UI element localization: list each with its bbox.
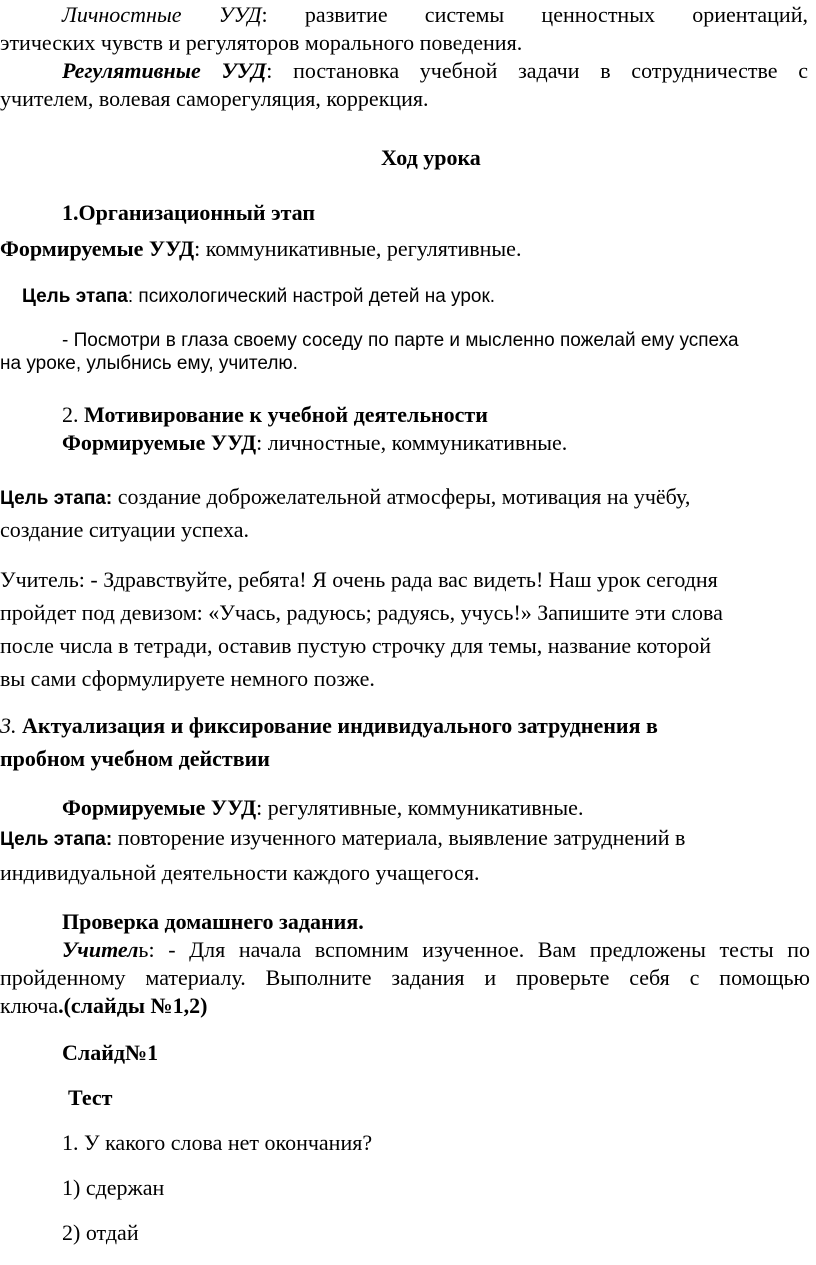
lesson-title [381,145,816,170]
test-option-2 [62,1220,816,1245]
para-personal-uud [0,2,816,27]
para-personal-uud-cont [0,30,816,55]
homework-line-3 [0,993,816,1018]
section2-uud-text: : личностные, коммуникативные. [256,430,568,455]
section1-heading-text: 1.Организационный этап [62,200,316,225]
section2-teacher-text-3: после числа в тетради, оставив пустую строчку для темы, название которой [0,633,712,658]
section2-goal-1 [0,484,816,510]
section2-number: 2. [62,402,84,427]
section1-instruction-1 [62,330,816,352]
homework-line-1 [0,937,816,962]
homework-teacher-label: Учител [62,937,139,962]
section1-heading [62,200,816,225]
test-question [62,1130,816,1155]
section3-goal-label: Цель этапа: [0,829,113,850]
test-question-text: 1. У какого слова нет окончания? [62,1130,373,1155]
homework-heading-text: Проверка домашнего задания. [62,909,364,934]
section3-heading-2 [0,746,816,771]
section2-heading [62,402,816,427]
section3-heading-text-1: Актуализация и фиксирование индивидуального затруднения в [22,713,658,738]
lesson-title-text: Ход урока [381,145,481,170]
section3-heading-text-2: пробном учебном действии [0,746,270,771]
section2-goal-2 [0,517,816,542]
section2-goal-text-2: создание ситуации успеха. [0,517,249,542]
homework-slides-ref: .(слайды №1,2) [58,993,208,1018]
test-label-text: Тест [68,1085,113,1110]
section2-teacher-4 [0,666,816,691]
section3-goal-text-1: повторение изученного материала, выявление затруднений в [112,825,686,850]
section2-teacher-text-1: Учитель: - Здравствуйте, ребята! Я очень рада вас видеть! Наш урок сегодня [0,567,718,592]
section1-uud [0,236,816,261]
section2-heading-text: Мотивирование к учебной деятельности [84,402,488,427]
section3-uud-text: : регулятивные, коммуникативные. [256,795,584,820]
section1-instruction-2 [0,353,816,375]
homework-teacher-tail: ь [138,937,149,962]
para-regulative-uud-cont [0,86,816,111]
section1-uud-label: Формируемые УУД [0,236,195,261]
personal-uud-label: Личностные УУД [62,2,262,27]
section1-goal [22,286,816,308]
section3-goal-text-2: индивидуальной деятельности каждого учащегося. [0,860,480,885]
homework-heading [62,909,816,934]
slide-label [62,1040,816,1065]
section3-heading-1 [0,713,816,738]
section1-instruction-text-1: - Посмотри в глаза своему соседу по парте и мысленно пожелай ему успеха [62,330,739,351]
personal-uud-text: : развитие системы ценностных ориентаций, [261,2,808,27]
section2-teacher-text-4: вы сами сформулируете немного позже. [0,666,375,691]
homework-line-2 [0,965,816,990]
regulative-uud-label: Регулятивные УУД [62,58,267,83]
section2-uud-label: Формируемые УУД [62,430,257,455]
section1-goal-text: : психологический настрой детей на урок. [127,286,496,307]
section2-teacher-2 [0,600,816,625]
section1-instruction-text-2: на уроке, улыбнись ему, учителю. [0,353,298,374]
section3-number: 3. [0,713,22,738]
section2-teacher-1 [0,567,816,592]
section3-goal-2 [0,860,816,885]
personal-uud-cont: этических чувств и регуляторов морального поведения. [0,30,523,55]
homework-text-1: : - Для начала вспомним изученное. Вам предложены тесты по [148,937,810,962]
test-option-text-2: 2) отдай [62,1220,139,1245]
section3-goal-1 [0,825,816,851]
section2-teacher-text-2: пройдет под девизом: «Учась, радуюсь; радуясь, учусь!» Запишите эти слова [0,600,723,625]
regulative-uud-text: : постановка учебной задачи в сотрудничестве с [266,58,808,83]
section3-uud [62,795,816,820]
test-option-1 [62,1175,816,1200]
section2-goal-text-1: создание доброжелательной атмосферы, мотивация на учёбу, [112,484,691,509]
test-label [68,1085,816,1110]
section1-uud-text: : коммуникативные, регулятивные. [194,236,522,261]
homework-text-2: пройденному материалу. Выполните задания и проверьте себя с помощью [0,965,810,990]
section2-teacher-3 [0,633,816,658]
regulative-uud-cont: учителем, волевая саморегуляция, коррекция. [0,86,429,111]
homework-text-3: ключа [0,993,59,1018]
slide-label-text: Слайд№1 [62,1040,159,1065]
test-option-text-1: 1) сдержан [62,1175,165,1200]
section2-uud [62,430,816,455]
section2-goal-label: Цель этапа: [0,488,113,509]
para-regulative-uud [0,58,816,83]
section3-uud-label: Формируемые УУД [62,795,257,820]
section1-goal-label: Цель этапа [22,286,128,307]
